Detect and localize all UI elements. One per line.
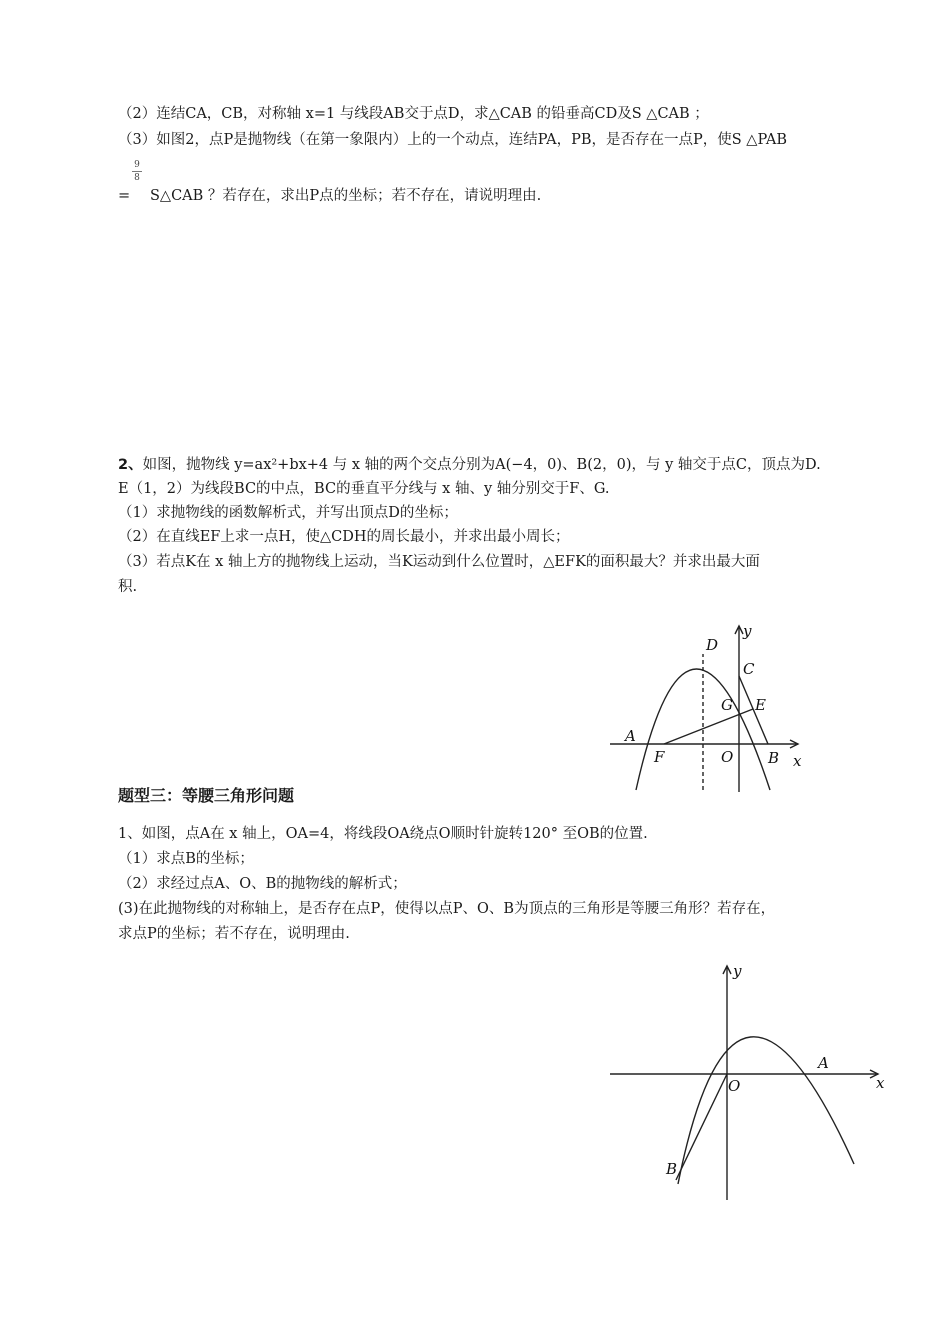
section3-problem1-question-1: （1）求点B的坐标； [118,851,254,867]
fraction-denominator: 8 [134,173,140,183]
section3-heading: 题型三：等腰三角形问题 [118,786,295,805]
problem2-question-3a: （3）若点K在 x 轴上方的抛物线上运动，当K运动到什么位置时，△EFK的面积最大？并求出最大面 [118,554,760,570]
problem2-question-2: （2）在直线EF上求一点H，使△CDH的周长最小，并求出最小周长； [118,529,570,545]
fraction-nine-eighths [132,160,142,183]
label-y: y [743,622,752,640]
label-f: F [654,748,665,766]
problem2-question-1: （1）求抛物线的函数解析式，并写出顶点D的坐标； [118,505,458,521]
section3-problem1-question-3a: (3)在此抛物线的对称轴上，是否存在点P，使得以点P、O、B为顶点的三角形是等腰三角形？若存在， [118,901,776,917]
problem2-line1-text: 如图，抛物线 y=ax²+bx+4 与 x 轴的两个交点分别为A(−4，0)、B(2，0)，与 y 轴交于点C，顶点为D. [142,457,821,473]
label-y: y [733,962,742,980]
label-o: O [721,748,734,766]
problem2-intro-line2: E（1，2）为线段BC的中点，BC的垂直平分线与 x 轴、y 轴分别交于F、G. [118,481,610,497]
section3-problem1-question-3b: 求点P的坐标；若不存在，说明理由. [118,926,350,942]
label-b: B [666,1160,678,1178]
fraction-numerator: 9 [134,160,140,170]
problem2-intro-line1 [118,455,821,475]
part1-question-3-continued: S△CAB ？若存在，求出P点的坐标；若不存在，请说明理由. [150,188,542,204]
section3-problem1-figure [600,958,895,1204]
part1-question-2: （2）连结CA，CB，对称轴 x=1 与线段AB交于点D，求△CAB 的铅垂高CD及S △CAB ； [118,106,709,122]
label-e: E [755,696,766,714]
parabola-curve [636,669,770,790]
label-o: O [728,1077,741,1095]
label-a: A [818,1054,829,1072]
problem2-figure [600,618,815,800]
problem2-number: 2、 [118,457,143,473]
section3-problem1-line1: 1、如图，点A在 x 轴上，OA=4，将线段OA绕点O顺时针旋转120° 至OB的位置. [118,826,648,842]
section3-problem1-question-2: （2）求经过点A、O、B的抛物线的解析式； [118,876,407,892]
label-x: x [793,752,802,770]
problem2-question-3b: 积. [118,579,138,595]
label-x: x [876,1074,885,1092]
label-c: C [743,660,755,678]
label-a: A [625,727,636,745]
segment-ob [676,1074,727,1180]
label-g: G [721,696,733,714]
part1-question-3: （3）如图2，点P是抛物线（在第一象限内）上的一个动点，连结PA，PB，是否存在一点P，使S △PAB [118,132,788,148]
part1-question-3-prefix: = [118,188,131,204]
label-b: B [768,749,780,767]
label-d: D [706,636,719,654]
